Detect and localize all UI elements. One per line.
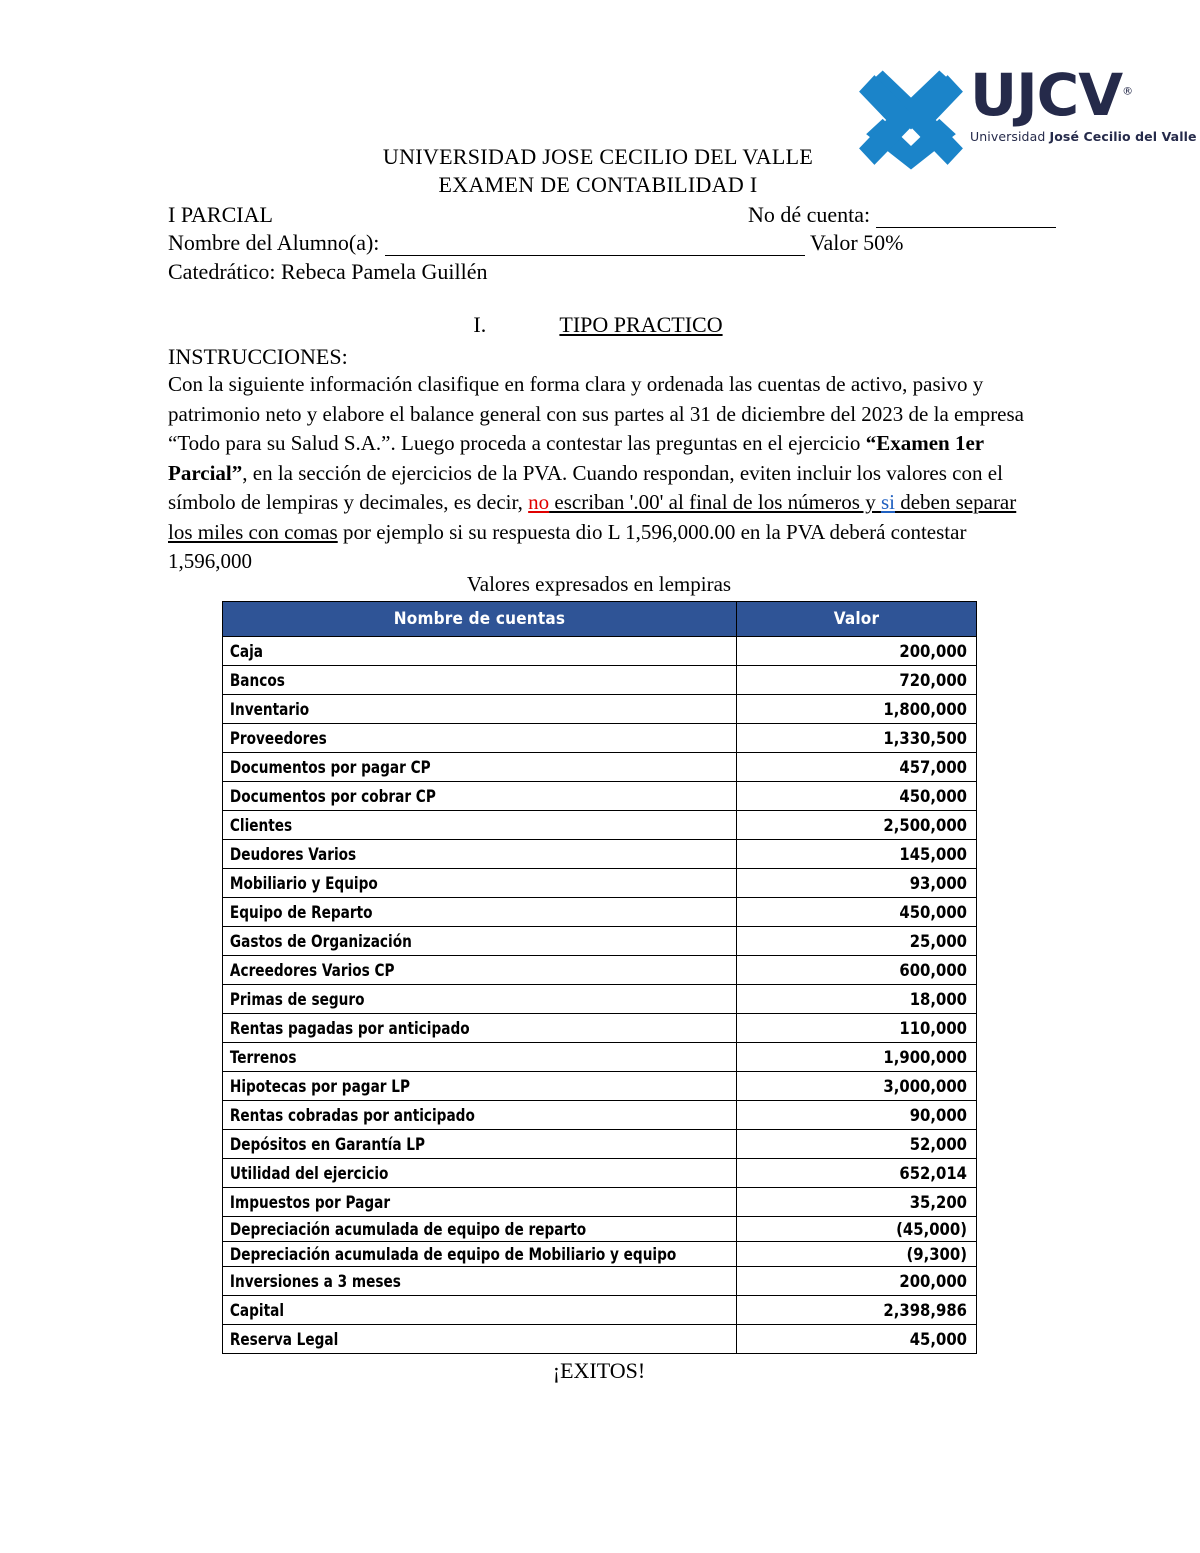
- exam-value-label: Valor 50%: [810, 230, 904, 255]
- account-value-cell: 52,000: [737, 1130, 977, 1159]
- table-row: [223, 637, 977, 666]
- account-value-cell: 90,000: [737, 1101, 977, 1130]
- account-value-cell: 450,000: [737, 898, 977, 927]
- account-value-cell: 145,000: [737, 840, 977, 869]
- account-value-cell: 1,800,000: [737, 695, 977, 724]
- account-value-cell: 110,000: [737, 1014, 977, 1043]
- account-value-cell: 600,000: [737, 956, 977, 985]
- logo-tagline: Universidad José Cecilio del Valle: [970, 129, 1197, 144]
- table-row: [223, 1043, 977, 1072]
- logo-wordmark-group: [970, 61, 1197, 144]
- paragraph-part-1: Con la siguiente información clasifique en forma clara y ordenada las cuentas de activo, pasivo y patrimonio neto y elabore el balance general con sus partes al 31 de diciembre del 2023 de la empresa “Todo para su Salud S.A.”. Luego proceda a contestar las preguntas en el ejercicio: [168, 372, 1024, 455]
- account-name-cell: Depreciación acumulada de equipo de Mobiliario y equipo: [223, 1242, 696, 1267]
- partial-label: I PARCIAL: [168, 202, 273, 227]
- table-row: [223, 1267, 977, 1296]
- logo-tagline-bold: José Cecilio del Valle: [1049, 129, 1197, 144]
- column-header-account-name: Nombre de cuentas: [223, 602, 737, 637]
- account-value-cell: (45,000): [737, 1217, 977, 1242]
- table-row: [223, 1159, 977, 1188]
- account-name-cell: Hipotecas por pagar LP: [223, 1072, 696, 1101]
- student-name-label: Nombre del Alumno(a):: [168, 230, 380, 255]
- table-row: [223, 1325, 977, 1354]
- account-value-cell: 1,900,000: [737, 1043, 977, 1072]
- paragraph-part-3: por ejemplo si su respuesta dio L 1,596,000.00 en la PVA deberá contestar 1,596,000: [168, 519, 967, 573]
- account-value-cell: 35,200: [737, 1188, 977, 1217]
- accounts-table-body: [223, 637, 977, 1354]
- paragraph-bold-exam-name: “Examen 1er Parcial”: [168, 431, 984, 485]
- account-name-cell: Inversiones a 3 meses: [223, 1267, 696, 1296]
- account-name-cell: Rentas cobradas por anticipado: [223, 1101, 696, 1130]
- account-value-cell: 2,500,000: [737, 811, 977, 840]
- table-row: [223, 782, 977, 811]
- account-value-cell: 18,000: [737, 985, 977, 1014]
- table-row: [223, 1072, 977, 1101]
- paragraph-emphasis-si: si: [880, 490, 895, 514]
- professor-row: Catedrático: Rebeca Pamela Guillén: [168, 259, 488, 284]
- account-name-cell: Deudores Varios: [223, 840, 696, 869]
- partial-row: [168, 202, 1038, 228]
- university-name: UNIVERSIDAD JOSE CECILIO DEL VALLE: [382, 144, 814, 169]
- table-row: [223, 724, 977, 753]
- student-name-row: [168, 230, 1038, 256]
- table-row: [223, 666, 977, 695]
- table-row: [223, 1014, 977, 1043]
- account-number-blank[interactable]: [876, 206, 1056, 228]
- account-name-cell: Bancos: [223, 666, 696, 695]
- instructions-paragraph: [168, 370, 1036, 577]
- account-name-cell: Caja: [223, 637, 696, 666]
- account-name-cell: Reserva Legal: [223, 1325, 696, 1354]
- table-row: [223, 1217, 977, 1242]
- section-heading: [168, 312, 1028, 338]
- account-name-cell: Proveedores: [223, 724, 696, 753]
- student-name-blank[interactable]: [385, 234, 805, 256]
- account-name-cell: Equipo de Reparto: [223, 898, 696, 927]
- paragraph-underline-1: escriban '.00' al final de los números y: [549, 490, 881, 514]
- account-name-cell: Terrenos: [223, 1043, 696, 1072]
- logo-registered-mark: ®: [1122, 84, 1133, 98]
- paragraph-part-2: , en la sección de ejercicios de la PVA. Cuando respondan, eviten incluir los valores con el símbolo de lempiras y decimales, es decir,: [168, 460, 1003, 514]
- logo-ujcv-text: UJCV®: [970, 61, 1133, 129]
- table-row: [223, 956, 977, 985]
- table-caption: Valores expresados en lempiras: [466, 572, 732, 596]
- account-name-cell: Primas de seguro: [223, 985, 696, 1014]
- account-name-cell: Capital: [223, 1296, 696, 1325]
- table-row: [223, 927, 977, 956]
- column-header-value: Valor: [737, 602, 977, 637]
- account-value-cell: (9,300): [737, 1242, 977, 1267]
- table-header-row: [223, 602, 977, 637]
- accounts-table-head: [223, 602, 977, 637]
- table-row: [223, 1188, 977, 1217]
- account-name-cell: Gastos de Organización: [223, 927, 696, 956]
- account-value-cell: 450,000: [737, 782, 977, 811]
- account-value-cell: 720,000: [737, 666, 977, 695]
- account-name-cell: Mobiliario y Equipo: [223, 869, 696, 898]
- account-name-cell: Documentos por cobrar CP: [223, 782, 696, 811]
- account-value-cell: 45,000: [737, 1325, 977, 1354]
- instructions-label: INSTRUCCIONES:: [168, 344, 348, 369]
- table-row: [223, 1130, 977, 1159]
- account-name-cell: Utilidad del ejercicio: [223, 1159, 696, 1188]
- account-value-cell: 457,000: [737, 753, 977, 782]
- closing-message: ¡EXITOS!: [552, 1358, 646, 1383]
- table-row: [223, 985, 977, 1014]
- table-row: [223, 811, 977, 840]
- account-value-cell: 1,330,500: [737, 724, 977, 753]
- account-name-cell: Depreciación acumulada de equipo de reparto: [223, 1217, 696, 1242]
- account-value-cell: 25,000: [737, 927, 977, 956]
- table-row: [223, 1101, 977, 1130]
- table-row: [223, 869, 977, 898]
- section-title: TIPO PRACTICO: [559, 312, 723, 337]
- account-value-cell: 652,014: [737, 1159, 977, 1188]
- table-row: [223, 840, 977, 869]
- table-row: [223, 898, 977, 927]
- account-value-cell: 93,000: [737, 869, 977, 898]
- table-row: [223, 1296, 977, 1325]
- account-name-cell: Documentos por pagar CP: [223, 753, 696, 782]
- exam-title: EXAMEN DE CONTABILIDAD I: [438, 172, 758, 197]
- account-value-cell: 200,000: [737, 637, 977, 666]
- account-number-group: [748, 202, 1056, 228]
- paragraph-emphasis-no: no: [528, 490, 550, 514]
- account-name-cell: Rentas pagadas por anticipado: [223, 1014, 696, 1043]
- table-row: [223, 1242, 977, 1267]
- account-name-cell: Inventario: [223, 695, 696, 724]
- paragraph-underline-2: deben separar los miles con comas: [168, 490, 1017, 544]
- account-name-cell: Acreedores Varios CP: [223, 956, 696, 985]
- account-value-cell: 200,000: [737, 1267, 977, 1296]
- account-name-cell: Clientes: [223, 811, 696, 840]
- account-name-cell: Depósitos en Garantía LP: [223, 1130, 696, 1159]
- account-name-cell: Impuestos por Pagar: [223, 1188, 696, 1217]
- table-row: [223, 753, 977, 782]
- section-number: I.: [473, 312, 487, 337]
- account-value-cell: 2,398,986: [737, 1296, 977, 1325]
- account-value-cell: 3,000,000: [737, 1072, 977, 1101]
- accounts-table: [222, 601, 977, 1354]
- table-row: [223, 695, 977, 724]
- account-number-label: No dé cuenta:: [748, 202, 871, 227]
